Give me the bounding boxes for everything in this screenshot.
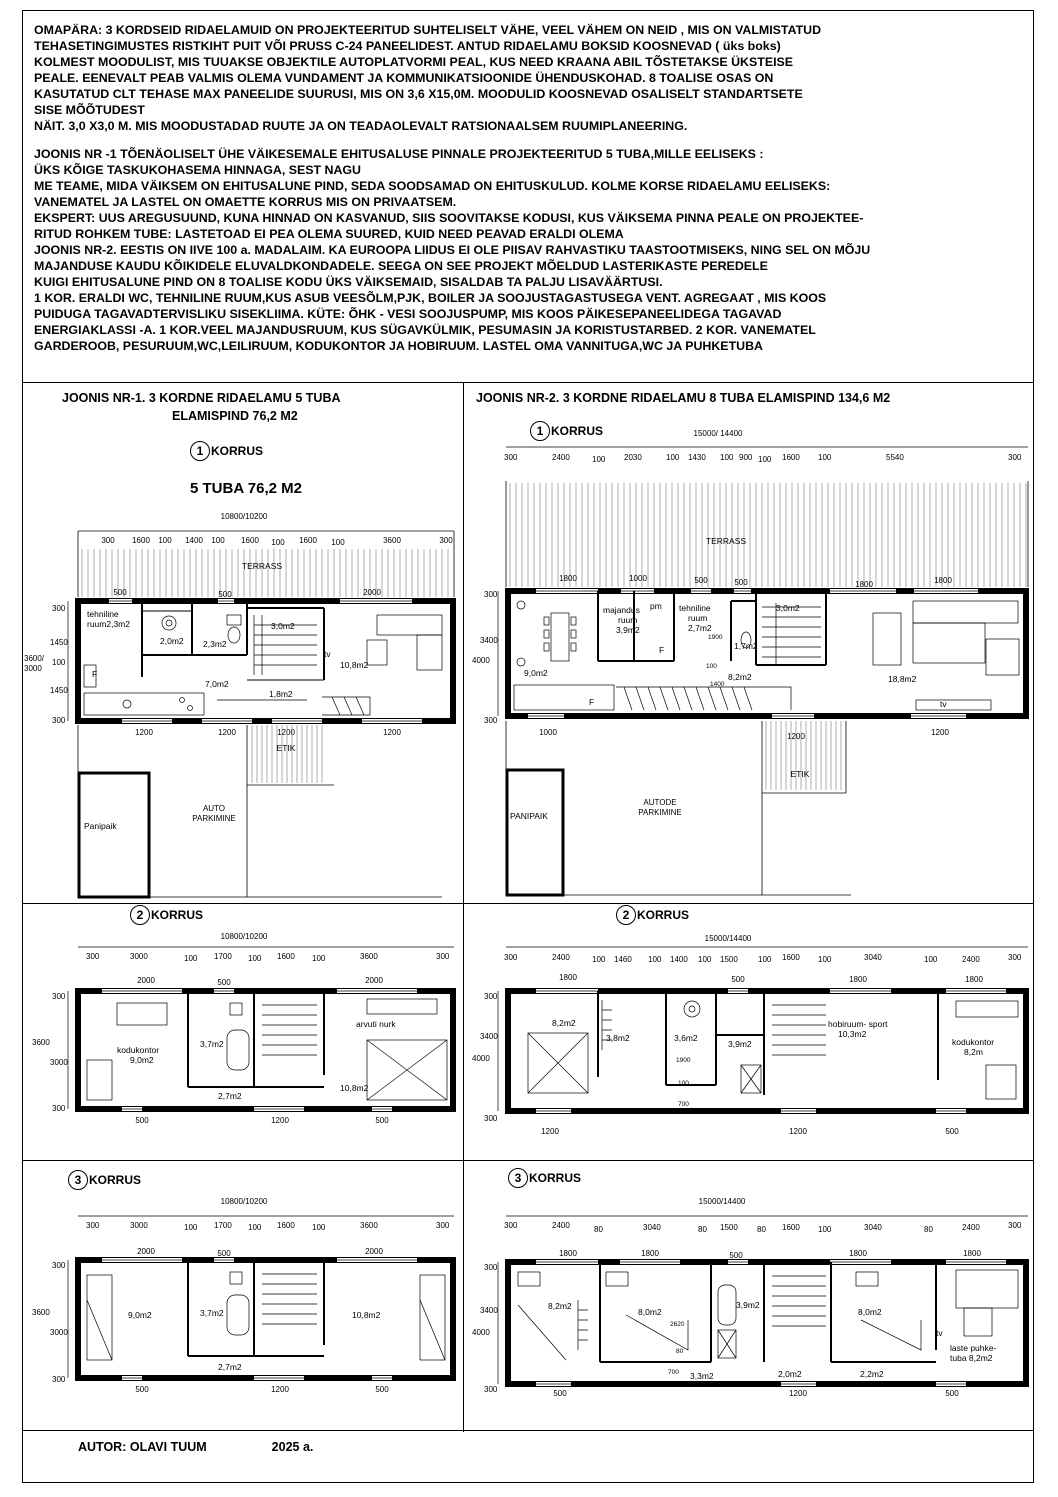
parking-label: AUTO — [202, 804, 226, 813]
floor-number-badge: 2 — [130, 905, 150, 925]
room-area: 9,0m2 — [524, 668, 548, 678]
room-area: 3,3m2 — [690, 1371, 714, 1381]
window-dim: 2000 — [365, 1247, 383, 1256]
room-area: 3,0m2 — [776, 603, 800, 613]
window-dim: 500 — [945, 1127, 959, 1136]
outer-walls — [78, 601, 453, 721]
intro-line: GARDEROOB, PESURUUM,WC,LEILIRUUM, KODUKONTOR JA HOBIRUUM. LASTEL OMA VANNITUGA,WC JA PUHKETUBA — [34, 339, 763, 353]
side-dim: 1450 — [50, 638, 68, 647]
dim-label: 3040 — [864, 1223, 882, 1232]
intro-line: PUIDUGA TAGAVADTERVISLIKU SISEKLIIMA. KÜTE: ÕHK - VESI SOOJUSPUMP, MIS KOOS PÄIKESEPANEELIDEGA TAGAVAD — [34, 307, 782, 321]
intro-line: 1 KOR. ERALDI WC, TEHNILINE RUUM,KUS ASUB VEESÕLM,PJK, BOILER JA SOOJUSTAGASTUSEGA VENT. AGREGAAT , MIS KOOS — [34, 291, 827, 305]
dim-label: 700 — [678, 1101, 689, 1108]
floor-number-badge: 2 — [616, 905, 636, 925]
floor-label: KORRUS — [551, 424, 604, 438]
tv-label: tv — [940, 699, 947, 709]
window-dim: 500 — [218, 590, 232, 599]
dim-label: 100 — [158, 536, 172, 545]
window-dim: 1200 — [931, 728, 949, 737]
room-area: 1,7m2 — [734, 641, 758, 651]
window-dim: 1800 — [963, 1249, 981, 1258]
dim-label: 100 — [648, 955, 662, 964]
dim-label: 80 — [757, 1225, 766, 1234]
room-area: 18,8m2 — [888, 674, 917, 684]
window-dim: 500 — [734, 578, 748, 587]
left-floor3-plan — [22, 1190, 462, 1400]
dim-label: 100 — [818, 955, 832, 964]
room-label: ruum2,3m2 — [87, 619, 130, 629]
dim-label: 1400 — [670, 955, 688, 964]
side-dim: 3400 — [480, 1306, 498, 1315]
room-area: 9,0m2 — [128, 1310, 152, 1320]
side-dim: 300 — [52, 1261, 66, 1270]
dim-label: 1400 — [185, 536, 203, 545]
dim-label: 3000 — [130, 1221, 148, 1230]
right-floor1-plan — [466, 425, 1032, 900]
section-divider-low — [22, 1160, 1034, 1161]
author-footer — [78, 1440, 313, 1454]
dim-label: 1500 — [720, 955, 738, 964]
right-floor2-plan — [466, 925, 1032, 1140]
left-drawing-title: JOONIS NR-1. 3 KORDNE RIDAELAMU 5 TUBA — [62, 391, 341, 405]
side-dim: 300 — [52, 604, 66, 613]
room-area: 3,8m2 — [606, 1033, 630, 1043]
fridge-mark: F — [589, 697, 595, 707]
window-dim: 1200 — [218, 728, 236, 737]
room-area: 3,0m2 — [271, 621, 295, 631]
dim-label: 1600 — [782, 1223, 800, 1232]
dim-label: 1900 — [708, 634, 723, 641]
dim-label: 100 — [312, 1223, 326, 1232]
outer-walls — [508, 1262, 1026, 1384]
room-label: arvuti nurk — [356, 1019, 396, 1029]
window-dim: 500 — [217, 1249, 231, 1258]
porch-label: ETIK — [276, 743, 296, 753]
window-dim: 1200 — [277, 728, 295, 737]
dim-label: 1600 — [299, 536, 317, 545]
room-area: 9,0m2 — [130, 1055, 154, 1065]
window-dim: 500 — [694, 576, 708, 585]
section-divider-bottom — [22, 1430, 1034, 1431]
dim-label: 80 — [924, 1225, 933, 1234]
room-area: 2,0m2 — [160, 636, 184, 646]
side-dim: 3000 — [50, 1058, 68, 1067]
window-dim: 2000 — [137, 1247, 155, 1256]
dim-label: 300 — [439, 536, 453, 545]
dim-label: 1900 — [676, 1057, 691, 1064]
side-total: 4000 — [472, 1054, 490, 1063]
window-dim: 1800 — [559, 574, 577, 583]
window-dim: 2000 — [365, 976, 383, 985]
room-area: 2,7m2 — [688, 623, 712, 633]
left-drawing-area: ELAMISPIND 76,2 M2 — [172, 409, 298, 423]
parking-label: PARKIMINE — [192, 814, 236, 823]
author-year: 2025 a. — [271, 1440, 314, 1454]
overall-dimension: 15000/ 14400 — [693, 429, 743, 438]
window-dim: 500 — [731, 975, 745, 984]
dim-label: 2030 — [624, 453, 642, 462]
room-area: 8,2m2 — [728, 672, 752, 682]
room-label: laste puhke- — [950, 1343, 997, 1353]
outer-walls — [508, 591, 1026, 716]
side-dim: 300 — [484, 1385, 498, 1394]
side-dim: 300 — [484, 716, 498, 725]
intro-line: JOONIS NR-2. EESTIS ON IIVE 100 a. MADALAIM. KA EUROOPA LIIDUS EI OLE PIISAV RAHVASTIKU TAASTOOTMISEKS, NING SEL ON MÕJU — [34, 243, 871, 257]
side-dim: 300 — [52, 992, 66, 1001]
room-label: pm — [650, 601, 662, 611]
intro-line: KUIGI EHITUSALUNE PIND ON 8 TOALISE KODU ÜKS VÄIKSEMAID, SISALDAB TA PALJU LISAVÄÄRTUSI. — [34, 275, 663, 289]
side-dim: 300 — [52, 716, 66, 725]
room-area: 3,6m2 — [674, 1033, 698, 1043]
right-floor3-heading — [508, 1168, 581, 1188]
floor-number-badge: 3 — [68, 1170, 88, 1190]
dim-label: 100 — [698, 955, 712, 964]
dim-label: 1600 — [241, 536, 259, 545]
dim-label: 300 — [1008, 453, 1022, 462]
overall-dimension: 10800/10200 — [220, 1197, 268, 1206]
intro-line: RITUD ROHKEM TUBE: LASTETOAD EI PEA OLEMA SUURED, KUID NEED PEAVAD ERALDI OLEMA — [34, 227, 624, 241]
parking-label: PARKIMINE — [638, 808, 682, 817]
room-area: 8,0m2 — [638, 1307, 662, 1317]
window-dim: 1200 — [787, 732, 805, 741]
dim-label: 3600 — [383, 536, 401, 545]
intro-line: ENERGIAKLASSI -A. 1 KOR.VEEL MAJANDUSRUUM, KUS SÜGAVKÜLMIK, PESUMASIN JA KORISTUSTARBED. 2 KOR. VANEMATEL — [34, 323, 816, 337]
intro-line: NÄIT. 3,0 X3,0 M. MIS MOODUSTADAD RUUTE JA ON TEADAOLEVALT RATSIONAALSEM RUUMIPLANEERING. — [34, 119, 688, 133]
room-label: hobiruum- sport — [828, 1019, 888, 1029]
dim-label: 100 — [818, 1225, 832, 1234]
window-dim: 1200 — [135, 728, 153, 737]
dim-label: 100 — [592, 455, 606, 464]
overall-dimension: 15000/14400 — [698, 1197, 746, 1206]
window-dim: 1800 — [849, 1249, 867, 1258]
room-area: 10,8m2 — [340, 660, 369, 670]
intro-line: KASUTATUD CLT TEHASE MAX PANEELIDE SUURUSI, MIS ON 3,6 X15,0M. MOODULID KOOSNEVAD OSALISELT STANDARTSETE — [34, 87, 803, 101]
dim-label: 300 — [86, 952, 100, 961]
dim-label: 100 — [312, 954, 326, 963]
dim-label: 3600 — [360, 1221, 378, 1230]
room-label: kodukontor — [952, 1037, 995, 1047]
floor-label: KORRUS — [151, 908, 204, 922]
window-dim: 1800 — [559, 1249, 577, 1258]
section-divider-mid — [22, 903, 1034, 904]
room-area: 2,0m2 — [778, 1369, 802, 1379]
side-dim: 3000 — [50, 1328, 68, 1337]
window-dim: 1800 — [559, 973, 577, 982]
porch-boards — [252, 725, 322, 783]
intro-line: JOONIS NR -1 TÕENÄOLISELT ÜHE VÄIKESEMALE EHITUSALUSE PINNALE PROJEKTEERITUD 5 TUBA,MILLE EELISEKS : — [34, 147, 764, 161]
room-area: 3,7m2 — [200, 1039, 224, 1049]
room-label: ruum — [688, 613, 708, 623]
room-area: 2,2m2 — [860, 1369, 884, 1379]
tv-label: tv — [936, 1328, 943, 1338]
dim-label: 1600 — [277, 952, 295, 961]
dim-label: 300 — [1008, 953, 1022, 962]
terrace-boards — [510, 483, 1026, 587]
dim-label: 3040 — [643, 1223, 661, 1232]
dim-label: 100 — [720, 453, 734, 462]
room-area: 1,8m2 — [269, 689, 293, 699]
dim-label: 100 — [924, 955, 938, 964]
room-area: 3,9m2 — [736, 1300, 760, 1310]
dim-label: 100 — [678, 1080, 689, 1087]
left-floor2-plan — [22, 925, 462, 1135]
dim-label: 3040 — [864, 953, 882, 962]
floor-number-badge: 1 — [190, 441, 210, 461]
right-drawing-title: JOONIS NR-2. 3 KORDNE RIDAELAMU 8 TUBA ELAMISPIND 134,6 M2 — [476, 391, 891, 405]
author-name: AUTOR: OLAVI TUUM — [78, 1440, 207, 1454]
dim-label: 1700 — [214, 952, 232, 961]
dim-label: 100 — [758, 955, 772, 964]
intro-line: MAJANDUSE KAUDU KÕIKIDELE ELUVALDKONDADELE. SEEGA ON SEE PROJEKT MÕELDUD LASTERIKASTE PEREDELE — [34, 259, 768, 273]
side-dim: 300 — [52, 1375, 66, 1384]
dim-label: 5540 — [886, 453, 904, 462]
window-dim: 1200 — [271, 1385, 289, 1394]
intro-paragraph-1 — [34, 22, 1024, 134]
dim-label: 100 — [184, 1223, 198, 1232]
window-dim: 500 — [945, 1389, 959, 1398]
dim-label: 1500 — [720, 1223, 738, 1232]
window-dim: 1200 — [271, 1116, 289, 1125]
room-area: 10,3m2 — [838, 1029, 867, 1039]
dim-label: 2400 — [962, 955, 980, 964]
terrace-boards — [82, 549, 448, 597]
room-area: 10,8m2 — [340, 1083, 369, 1093]
side-dim: 300 — [484, 1114, 498, 1123]
intro-line: ÜKS KÕIGE TASKUKOHASEMA HINNAGA, SEST NAGU — [34, 163, 361, 177]
intro-line: VANEMATEL JA LASTEL ON OMAETTE KORRUS MIS ON PRIVAATSEM. — [34, 195, 457, 209]
side-total: 4000 — [472, 656, 490, 665]
window-dim: 1800 — [934, 576, 952, 585]
intro-line: PEALE. EENEVALT PEAB VALMIS OLEMA VUNDAMENT JA KOMMUNIKATSIOONIDE ÜHENDUSKOHAD. 8 TOALISE OSAS ON — [34, 71, 774, 85]
dim-label: 1460 — [614, 955, 632, 964]
dim-label: 100 — [184, 954, 198, 963]
room-area: 3,9m2 — [728, 1039, 752, 1049]
dim-label: 100 — [592, 955, 606, 964]
dim-label: 300 — [504, 1221, 518, 1230]
room-area: 2,7m2 — [218, 1362, 242, 1372]
window-dim: 1800 — [641, 1249, 659, 1258]
porch-label: ETIK — [790, 769, 810, 779]
intro-paragraph-2 — [34, 146, 1024, 354]
dim-label: 100 — [331, 538, 345, 547]
dim-label: 80 — [676, 1348, 684, 1355]
window-dim: 1200 — [541, 1127, 559, 1136]
window-dim: 1200 — [383, 728, 401, 737]
column-divider — [463, 382, 464, 1432]
side-total: 3600 — [32, 1308, 50, 1317]
overall-dimension: 15000/14400 — [704, 934, 752, 943]
fridge-mark: F — [659, 645, 665, 655]
intro-line: OMAPÄRA: 3 KORDSEID RIDAELAMUID ON PROJEKTEERITUD SUHTELISELT VÄHE, VEEL VÄHEM ON NEID , MIS ON VALMISTATUD — [34, 23, 822, 37]
dim-label: 2400 — [552, 1221, 570, 1230]
overall-dimension: 10800/10200 — [220, 932, 268, 941]
dim-label: 100 — [758, 455, 772, 464]
floor-label: KORRUS — [89, 1173, 142, 1187]
tv-label: tv — [324, 649, 331, 659]
dim-label: 300 — [1008, 1221, 1022, 1230]
room-area: 8,0m2 — [858, 1307, 882, 1317]
window-dim: 1800 — [855, 580, 873, 589]
side-total: 3600 — [32, 1038, 50, 1047]
dim-label: 100 — [666, 453, 680, 462]
window-dim: 500 — [135, 1116, 149, 1125]
storage-label: Panipaik — [84, 821, 117, 831]
dim-label: 1430 — [688, 453, 706, 462]
left-floor1-heading — [190, 441, 263, 461]
window-dim: 1800 — [849, 975, 867, 984]
dim-label: 1700 — [214, 1221, 232, 1230]
room-area: 8,2m2 — [548, 1301, 572, 1311]
side-total: 3000 — [24, 664, 42, 673]
window-dim: 500 — [375, 1116, 389, 1125]
floor-label: KORRUS — [637, 908, 690, 922]
dim-label: 300 — [101, 536, 115, 545]
room-label: tehniline — [679, 603, 711, 613]
storage-label: PANIPAIK — [510, 811, 548, 821]
intro-line: EKSPERT: UUS AREGUSUUND, KUNA HINNAD ON KASVANUD, SIIS SOOVITAKSE KODUSI, KUS VÄIKSEMA PINNA PEALE ON PROJEKTEE- — [34, 211, 864, 225]
dim-label: 3600 — [360, 952, 378, 961]
room-area: 3,7m2 — [200, 1308, 224, 1318]
dim-label: 900 — [739, 453, 753, 462]
dim-label: 1400 — [710, 681, 725, 688]
dim-label: 1600 — [782, 453, 800, 462]
room-area: 8,2m — [964, 1047, 983, 1057]
side-dim: 300 — [484, 1263, 498, 1272]
side-dim: 300 — [52, 1104, 66, 1113]
dim-label: 3000 — [130, 952, 148, 961]
dim-label: 2400 — [962, 1223, 980, 1232]
left-big-title: 5 TUBA 76,2 M2 — [190, 480, 302, 497]
window-dim: 500 — [375, 1385, 389, 1394]
window-dim: 500 — [553, 1389, 567, 1398]
dim-label: 700 — [668, 1369, 679, 1376]
side-dim: 300 — [484, 992, 498, 1001]
dim-label: 2620 — [670, 1321, 685, 1328]
room-label: tehniline — [87, 609, 119, 619]
section-divider-top — [22, 382, 1034, 383]
intro-line: ME TEAME, MIDA VÄIKSEM ON EHITUSALUNE PIND, SEDA SOODSAMAD ON EHITUSKULUD. KOLME KORSE RIDAELAMU EELISEKS: — [34, 179, 831, 193]
dim-label: 300 — [436, 952, 450, 961]
dim-label: 1600 — [277, 1221, 295, 1230]
window-dim: 1200 — [789, 1389, 807, 1398]
window-dim: 500 — [113, 588, 127, 597]
left-floor2-heading — [130, 905, 203, 925]
window-dim: 500 — [135, 1385, 149, 1394]
window-dim: 2000 — [137, 976, 155, 985]
intro-text — [34, 22, 1024, 354]
dim-label: 1600 — [132, 536, 150, 545]
left-floor1-plan — [22, 505, 462, 900]
floor-label: KORRUS — [529, 1171, 582, 1185]
dim-label: 80 — [698, 1225, 707, 1234]
dim-label: 2400 — [552, 953, 570, 962]
side-dim: 3400 — [480, 1032, 498, 1041]
intro-line: SISE MÕÕTUDEST — [34, 103, 145, 117]
terrace-label: TERRASS — [241, 561, 283, 571]
room-area: 2,3m2 — [203, 639, 227, 649]
room-area: 3,9m2 — [616, 625, 640, 635]
right-floor3-plan — [466, 1190, 1032, 1400]
dim-label: 100 — [248, 1223, 262, 1232]
window-dim: 1000 — [629, 574, 647, 583]
side-dim: 1450 — [50, 686, 68, 695]
side-total: 4000 — [472, 1328, 490, 1337]
dim-label: 100 — [818, 453, 832, 462]
room-label: majandus — [603, 605, 640, 615]
right-floor2-heading — [616, 905, 689, 925]
terrace-label: TERRASS — [705, 536, 747, 546]
dim-label: 2400 — [552, 453, 570, 462]
dim-label: 100 — [706, 663, 717, 670]
intro-line: TEHASETINGIMUSTES RISTKIHT PUIT VÕI PRUSS C-24 PANEELIDEST. ANTUD RIDAELAMU BOKSID KOOSNEVAD ( üks boks) — [34, 39, 781, 53]
parking-label: AUTODE — [643, 798, 677, 807]
window-dim: 500 — [729, 1251, 743, 1260]
side-total: 3600/ — [24, 654, 45, 663]
dim-label: 300 — [436, 1221, 450, 1230]
overall-dimension: 10800/10200 — [220, 512, 268, 521]
room-label: kodukontor — [117, 1045, 160, 1055]
floor-number-badge: 1 — [530, 421, 550, 441]
side-dim: 300 — [484, 590, 498, 599]
fridge-mark: F — [92, 669, 98, 679]
dim-label: 1600 — [782, 953, 800, 962]
dim-label: 100 — [271, 538, 285, 547]
dim-label: 300 — [504, 953, 518, 962]
dim-label: 100 — [248, 954, 262, 963]
side-dim: 100 — [52, 658, 66, 667]
left-floor3-heading — [68, 1170, 141, 1190]
room-area: 10,8m2 — [352, 1310, 381, 1320]
room-area: 7,0m2 — [205, 679, 229, 689]
window-dim: 1800 — [965, 975, 983, 984]
room-label: ruum — [618, 615, 638, 625]
floor-label: KORRUS — [211, 444, 264, 458]
window-dim: 500 — [217, 978, 231, 987]
side-dim: 3400 — [480, 636, 498, 645]
dim-label: 300 — [504, 453, 518, 462]
intro-line: KOLMEST MOODULIST, MIS TUUAKSE OBJEKTILE AUTOPLATVORMI PEAL, KUS NEED KRAANA ABIL TÕSTETAKSE ÜKSTEISE — [34, 55, 794, 69]
floor-number-badge: 3 — [508, 1168, 528, 1188]
room-area: tuba 8,2m2 — [950, 1353, 993, 1363]
room-area: 2,7m2 — [218, 1091, 242, 1101]
dim-label: 300 — [86, 1221, 100, 1230]
window-dim: 2000 — [363, 588, 381, 597]
window-dim: 1200 — [789, 1127, 807, 1136]
dim-label: 100 — [211, 536, 225, 545]
room-area: 8,2m2 — [552, 1018, 576, 1028]
window-dim: 1000 — [539, 728, 557, 737]
dim-label: 80 — [594, 1225, 603, 1234]
